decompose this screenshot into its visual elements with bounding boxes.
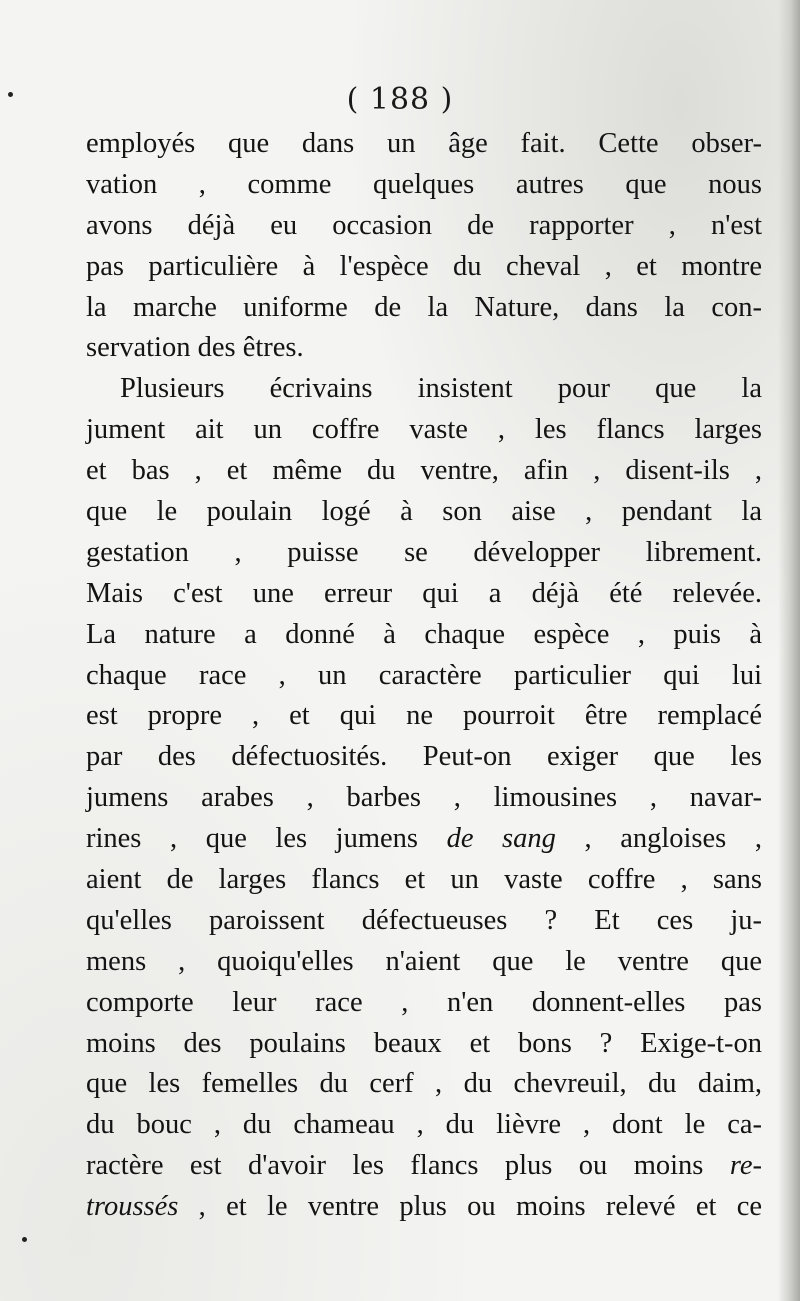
italic-segment: troussés (86, 1191, 179, 1223)
text-line: mens , quoiqu'elles n'aient que le ventre que (86, 945, 762, 977)
text-line: moins des poulains beaux et bons ? Exige-t-on (86, 1027, 762, 1059)
text-segment: , et le ventre plus ou moins relevé et ce (178, 1191, 762, 1223)
text-line: et bas , et même du ventre, afin , disent-ils , (86, 455, 762, 487)
text-segment: ractère est d'avoir les flancs plus ou moins (86, 1150, 730, 1182)
text-line: la marche uniforme de la Nature, dans la con- (86, 291, 762, 323)
text-line: avons déjà eu occasion de rapporter , n'est (86, 209, 762, 241)
text-line: par des défectuosités. Peut-on exiger que les (86, 741, 762, 773)
text-line: jumens arabes , barbes , limousines , navar- (86, 782, 762, 814)
body-text (86, 124, 762, 1228)
text-line: est propre , et qui ne pourroit être remplacé (86, 700, 762, 732)
text-line: jument ait un coffre vaste , les flancs larges (86, 414, 762, 446)
text-line: vation , comme quelques autres que nous (86, 168, 762, 200)
text-line: comporte leur race , n'en donnent-elles pas (86, 986, 762, 1018)
text-line: employés que dans un âge fait. Cette obser- (86, 128, 762, 159)
text-line: du bouc , du chameau , du lièvre , dont le ca- (86, 1109, 762, 1141)
text-line (86, 1187, 762, 1228)
italic-segment: de sang (446, 823, 556, 855)
page-number: ( 188 ) (346, 82, 454, 117)
text-line: Plusieurs écrivains insistent pour que la (120, 373, 762, 405)
text-segment: rines , que les jumens (86, 823, 447, 855)
text-line: gestation , puisse se développer librement. (86, 536, 762, 568)
text-line: pas particulière à l'espèce du cheval , et montre (86, 250, 762, 282)
text-line: La nature a donné à chaque espèce , puis à (86, 618, 762, 650)
text-line (86, 819, 762, 860)
italic-segment: re- (729, 1150, 762, 1182)
ink-speck (22, 1237, 27, 1242)
text-line: qu'elles paroissent défectueuses ? Et ces ju- (86, 904, 762, 936)
text-line: que les femelles du cerf , du chevreuil, du daim, (86, 1068, 762, 1100)
text-line: aient de larges flancs et un vaste coffre , sans (86, 864, 762, 896)
page-edge-shadow (778, 0, 800, 1301)
text-line (86, 1146, 762, 1187)
text-line: servation des êtres. (86, 332, 304, 364)
text-line: chaque race , un caractère particulier qui lui (86, 659, 762, 691)
text-line: Mais c'est une erreur qui a déjà été relevée. (86, 577, 762, 609)
text-segment: , angloises , (555, 823, 762, 855)
text-line: que le poulain logé à son aise , pendant la (86, 496, 762, 528)
